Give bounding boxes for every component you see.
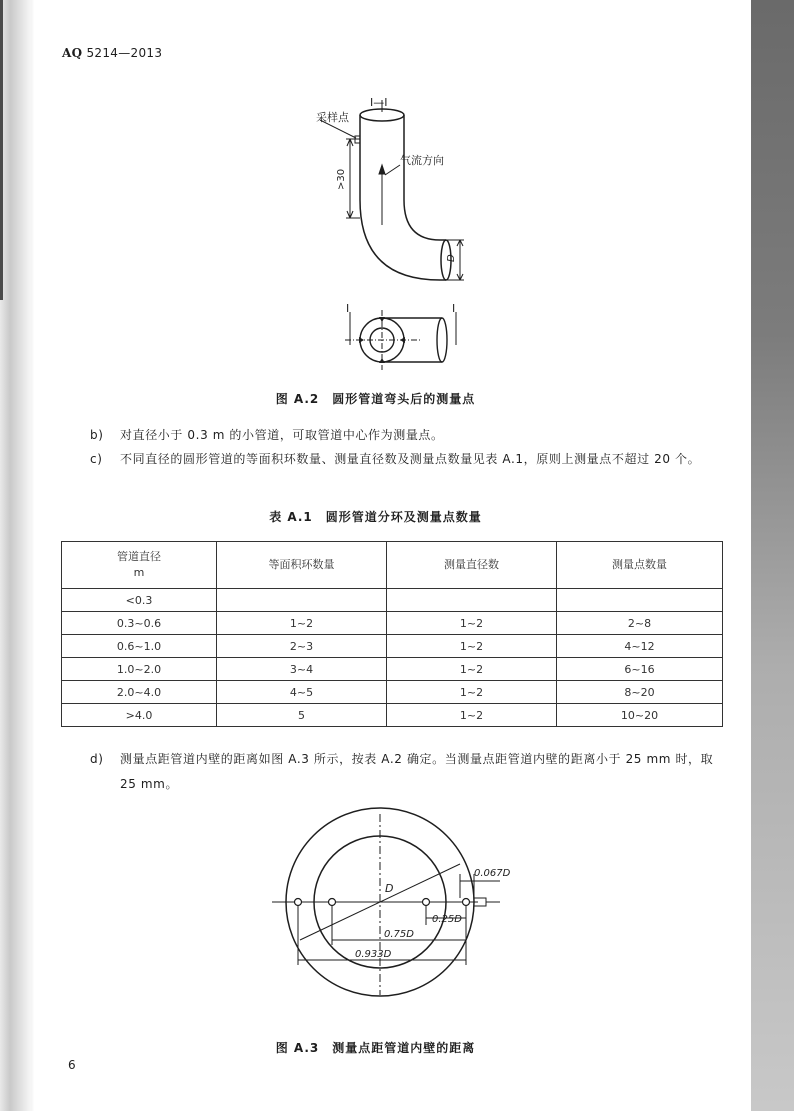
table-row (62, 635, 723, 658)
cell-points: 6~16 (557, 658, 723, 681)
standard-code: AQ (62, 46, 83, 60)
header-pipe-diameter (62, 542, 217, 589)
cell-rings (217, 589, 387, 612)
cell-rings: 5 (217, 704, 387, 727)
figure-a3-caption: 图 A.3 测量点距管道内壁的距离 (275, 1041, 476, 1055)
distance-label: >30 (336, 168, 347, 190)
cell-points: 2~8 (557, 612, 723, 635)
cell-diameter: >4.0 (62, 704, 217, 727)
cut-label-left: I (346, 302, 350, 315)
paragraph-c-text: 不同直径的圆形管道的等面积环数量、测量直径数及测量点数量见表 A.1，原则上测量点不超过 20 个。 (120, 452, 701, 466)
header-diameter-count: 测量直径数 (387, 542, 557, 589)
label-d: D (385, 882, 394, 895)
header-diameter-unit: m (133, 566, 145, 579)
cell-rings: 4~5 (217, 681, 387, 704)
figure-a3-measurement-distances (262, 795, 522, 1015)
paragraph-b (90, 423, 730, 448)
paragraph-d (90, 747, 730, 797)
cell-points: 10~20 (557, 704, 723, 727)
table-row (62, 658, 723, 681)
paragraph-c (90, 447, 730, 472)
paragraph-d-text: 测量点距管道内壁的距离如图 A.3 所示，按表 A.2 确定。当测量点距管道内壁的距离小于 25 mm 时，取 25 mm。 (120, 752, 714, 791)
cell-points: 8~20 (557, 681, 723, 704)
cell-points (557, 589, 723, 612)
cell-diameter: <0.3 (62, 589, 217, 612)
measurement-point (295, 899, 302, 906)
cell-rings: 2~3 (217, 635, 387, 658)
measurement-point (423, 899, 430, 906)
scan-edge-mark (0, 0, 3, 300)
label-0933d: 0.933D (355, 949, 392, 960)
pipe-outer-wall (360, 115, 446, 280)
standard-number: 5214—2013 (86, 46, 163, 60)
cell-rings: 3~4 (217, 658, 387, 681)
header-point-count: 测量点数量 (557, 542, 723, 589)
paragraph-d-label: d) (90, 752, 104, 766)
measurement-point (329, 899, 336, 906)
measurement-point (463, 899, 470, 906)
cell-diameters (387, 589, 557, 612)
cell-diameter: 0.6~1.0 (62, 635, 217, 658)
cell-diameter: 0.3~0.6 (62, 612, 217, 635)
page-edge-shadow (751, 0, 794, 1111)
cell-rings: 1~2 (217, 612, 387, 635)
cell-diameters: 1~2 (387, 612, 557, 635)
document-header (62, 46, 162, 60)
paragraph-b-text: 对直径小于 0.3 m 的小管道，可取管道中心作为测量点。 (120, 428, 444, 442)
sample-point-label: 采样点 (316, 111, 349, 124)
label-0067d: 0.067D (474, 868, 511, 879)
table-row (62, 589, 723, 612)
cell-diameters: 1~2 (387, 658, 557, 681)
cell-diameter: 2.0~4.0 (62, 681, 217, 704)
cell-diameters: 1~2 (387, 704, 557, 727)
paragraph-b-label: b) (90, 428, 104, 442)
table-a1-title: 表 A.1 圆形管道分环及测量点数量 (269, 510, 482, 524)
cell-diameters: 1~2 (387, 635, 557, 658)
table-row (62, 704, 723, 727)
label-025d: 0.25D (432, 914, 462, 925)
diameter-label: D (446, 254, 457, 262)
flow-direction-label: 气流方向 (400, 154, 444, 167)
table-a1 (61, 541, 723, 727)
cell-diameter: 1.0~2.0 (62, 658, 217, 681)
cell-diameters: 1~2 (387, 681, 557, 704)
cell-points: 4~12 (557, 635, 723, 658)
table-row (62, 681, 723, 704)
pipe-inner-wall (404, 115, 446, 240)
page-number: 6 (68, 1058, 76, 1072)
header-ring-count: 等面积环数量 (217, 542, 387, 589)
label-075d: 0.75D (384, 929, 414, 940)
cut-label-right: I (452, 302, 456, 315)
paragraph-c-label: c) (90, 452, 103, 466)
header-diameter-name: 管道直径 (117, 550, 161, 563)
table-row (62, 612, 723, 635)
table-header-row (62, 542, 723, 589)
figure-a2-pipe-elbow (300, 88, 500, 378)
section-label-top: I—I (370, 96, 388, 109)
figure-a2-caption: 图 A.2 圆形管道弯头后的测量点 (275, 392, 476, 406)
